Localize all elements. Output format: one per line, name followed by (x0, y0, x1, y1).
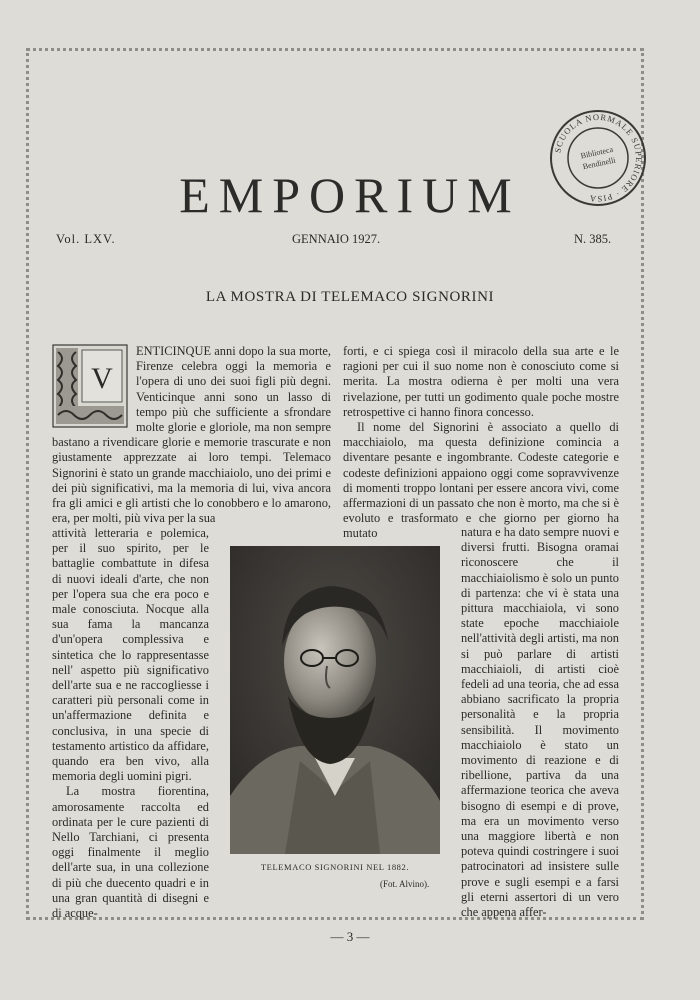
photo-caption: TELEMACO SIGNORINI NEL 1882. (260, 862, 410, 872)
column-right-top (343, 344, 619, 542)
stamp-outer-text: SCUOLA NORMALE SUPERIORE · PISA (552, 111, 645, 205)
article-intro-text: ENTICINQUE anni dopo la sua morte, Firenze celebra oggi la memoria e l'opera di uno dei suoi figli più degni. Venticinque anni sono un lasso di tempo più che sufficiente a sfrondare molte glorie e gloriole, ma non sempre bastano a rivendicare glorie e memorie trascurate e non giustamente apprezzate ai loro tempi. Telemaco Signorini è stato un grande macchiaiolo, uno dei primi e dei più significativi, ma la memoria di lui, viva ancora fra gli amici e gli artisti che lo conobbero e lo amarono, era, per molti, più viva per la sua (52, 344, 331, 526)
left-narrow-paragraph-1: attività letteraria e polemica, per il suo spirito, per le battaglie combattute in difesa di nuovi ideali d'arte, che non per l'opera sua che era poco e male conosciuta. Nocque alla sua fama la mancanza d'un'opera complessiva e sintetica che lo rappresentasse nell' aspetto più significativo dell'arte sua e ne raccogliesse i caratteri più personali come in un'affermazione definita e conclusiva, in una specie di testamento artistico da affidare, quando era ben vivo, alla memoria degli uomini pigri. (52, 526, 209, 784)
right-narrow-paragraph: natura e ha dato sempre nuovi e diversi frutti. Bisogna oramai riconoscere che il macchiaiolismo è solo un punto di partenza: che vi è stata una pittura macchiaiola, vi sono state epoche macchiaiole nell'attività degli artisti, ma non si può parlare di artisti macchiaioli, di artisti cioè fedeli ad una teoria, che ad essa abbiano sacrificato la propria personalità e la propria sensibilità. Il movimento macchiaiolo è stato un movimento di reazione e di ribellione, partiva da una affermazione teorica che aveva bisogno di esempi e di prove, ma era un movimento verso una maggiore libertà e non poteva quindi costringere i suoi patrocinatori ad insistere sulle prove e sugli esempi e a farsi gli eterni assertori di un vero che appena affer- (461, 525, 619, 920)
page-number: — 3 — (330, 929, 370, 944)
stamp-inner-line2: Bendinelli (581, 155, 617, 172)
issue-date: GENNAIO 1927. (292, 232, 381, 246)
portrait-photo (230, 546, 440, 854)
right-top-paragraph-2: Il nome del Signorini è associato a quello di macchiaiolo, ma questa definizione comincia a diventare pesante e ingombrante. Codeste categorie e codeste definizioni appaiono oggi come sopravvivenze di momenti troppo lontani per essere ancora vivi, come affermazioni di un passato che non è morto, ma che si è evoluto e trasformato e che giorno per giorno ha mutato (343, 420, 619, 541)
stamp-inner-line1: Biblioteca (579, 144, 614, 161)
initial-letter: V (91, 362, 113, 395)
issue-volume: Vol. LXV. (56, 232, 116, 246)
column-left-narrow (52, 526, 209, 921)
column-right-narrow (461, 525, 619, 920)
article-title: LA MOSTRA DI TELEMACO SIGNORINI (205, 289, 495, 305)
column-left-top (52, 344, 331, 526)
masthead-title: EMPORIUM (179, 167, 521, 223)
photo-credit: (Fot. Alvino). (380, 879, 430, 889)
right-top-paragraph-1: forti, e ci spiega così il miracolo della sua arte e le ragioni per cui il suo nome non è conosciuto come si merita. La mostra odierna è per molti una vera rivelazione, per tutti un godimento quale poche mostre retrospettive ci hanno finora concesso. (343, 344, 619, 419)
left-narrow-paragraph-2: La mostra fiorentina, amorosamente raccolta ed ordinata per le cure pazienti di Nello Tarchiani, ci presenta oggi finalmente il meglio dell'arte sua, in una collezione di più che duecento quadri e in una gran quantità di disegni e di acque- (52, 784, 209, 921)
issue-number: N. 385. (574, 232, 612, 246)
decorated-initial (52, 344, 128, 428)
